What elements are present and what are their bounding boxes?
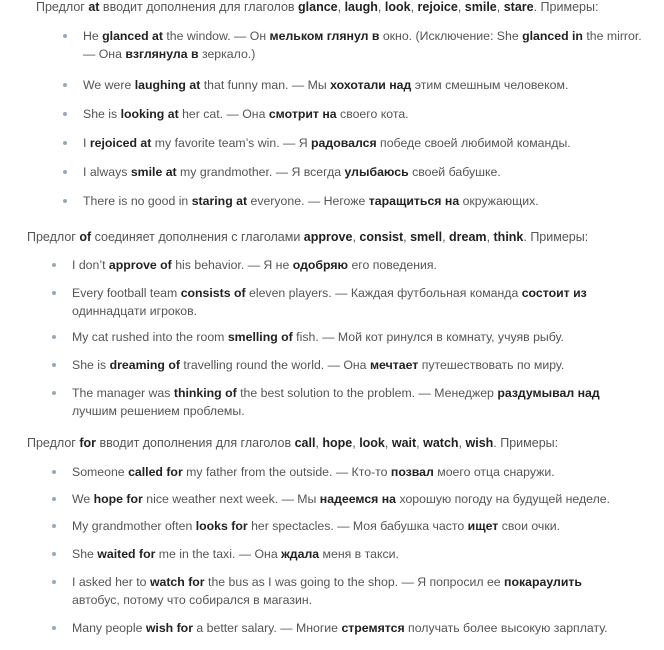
bullet-icon — [52, 552, 56, 556]
text-run: его поведения. — [348, 258, 437, 272]
bullet-icon — [52, 524, 56, 528]
bold-phrase: watch for — [149, 575, 205, 589]
item-text — [72, 258, 437, 272]
bold-phrase: of — [79, 230, 92, 244]
text-run: She — [72, 547, 98, 561]
bold-phrase: улыбаюсь — [344, 165, 409, 179]
text-run: I asked her to — [72, 575, 150, 589]
text-run: Предлог — [36, 0, 89, 14]
item-text — [72, 330, 564, 344]
bullet-icon — [63, 141, 67, 145]
text-run: She is — [72, 358, 110, 372]
text-run: travelling round the world. — Она — [179, 358, 370, 372]
text-run: . Примеры: — [493, 436, 559, 450]
list-item — [72, 490, 632, 508]
bold-phrase: hope — [322, 436, 353, 450]
bold-phrase: хохотали над — [330, 78, 412, 92]
bullet-icon — [52, 626, 56, 630]
text-run: , — [352, 230, 360, 244]
text-run: my father from the outside. — Кто-то — [182, 465, 391, 479]
bold-phrase: waited for — [97, 547, 156, 561]
list-item — [72, 545, 632, 563]
bold-phrase: thinking of — [173, 386, 237, 400]
list-item — [83, 27, 648, 63]
bullet-icon — [52, 291, 56, 295]
item-text — [72, 358, 564, 372]
item-text — [83, 78, 568, 92]
item-text — [72, 519, 560, 533]
text-run: his behavior. — Я не — [171, 258, 293, 272]
list-item — [72, 463, 632, 481]
text-run: the window. — Он — [162, 29, 270, 43]
bold-phrase: call — [294, 436, 316, 450]
bullet-icon — [63, 170, 67, 174]
bullet-icon — [63, 112, 67, 116]
text-run: , — [458, 436, 466, 450]
bold-phrase: hope for — [93, 492, 143, 506]
item-text — [72, 547, 399, 561]
bold-phrase: glance — [298, 0, 338, 14]
text-run: хорошую погоду на будущей неделе. — [396, 492, 611, 506]
item-text — [72, 386, 600, 418]
text-run: her cat. — Она — [178, 107, 269, 121]
bullet-icon — [63, 34, 67, 38]
bold-phrase: ищет — [467, 519, 499, 533]
text-run: , — [457, 0, 465, 14]
bold-phrase: stare — [503, 0, 534, 14]
bold-phrase: laugh — [344, 0, 378, 14]
bullet-icon — [52, 580, 56, 584]
item-text — [83, 107, 409, 121]
text-run: путешествовать по миру. — [418, 358, 565, 372]
list-item — [72, 328, 632, 346]
list-item — [83, 134, 648, 152]
text-run: We were — [83, 78, 135, 92]
text-run: окружающих. — [459, 194, 539, 208]
bold-phrase: approve — [303, 230, 353, 244]
bold-phrase: watch — [423, 436, 459, 450]
list-item — [72, 573, 632, 609]
text-run: Many people — [72, 621, 146, 635]
bullet-icon — [52, 263, 56, 267]
bold-phrase: think — [493, 230, 524, 244]
item-text — [83, 29, 642, 61]
text-run: вводит дополнения для глаголов — [96, 436, 295, 450]
bold-phrase: rejoiced at — [89, 136, 152, 150]
section-intro — [27, 229, 588, 245]
item-text — [72, 465, 555, 479]
text-run: меня в такси. — [319, 547, 399, 561]
bold-phrase: consist — [359, 230, 404, 244]
text-run: I don’t — [72, 258, 109, 272]
text-run: me in the taxi. — Она — [155, 547, 282, 561]
text-run: Предлог — [27, 436, 80, 450]
bold-phrase: looks for — [195, 519, 248, 533]
text-run: We — [72, 492, 94, 506]
list-item — [83, 76, 648, 94]
text-run: He — [83, 29, 103, 43]
text-run: Every football team — [72, 286, 181, 300]
item-text — [72, 575, 582, 607]
text-run: , — [410, 0, 418, 14]
text-run: that funny man. — Мы — [200, 78, 331, 92]
item-text — [83, 136, 571, 150]
text-run: зеркало.) — [198, 47, 256, 61]
bold-phrase: consists of — [180, 286, 246, 300]
section-intro — [27, 435, 558, 451]
bold-phrase: glanced in — [522, 29, 583, 43]
item-text — [72, 621, 608, 635]
text-run: , — [315, 436, 323, 450]
bullet-icon — [63, 199, 67, 203]
bullet-icon — [63, 83, 67, 87]
bold-phrase: approve of — [108, 258, 172, 272]
bold-phrase: стремятся — [341, 621, 405, 635]
bold-phrase: looking at — [120, 107, 179, 121]
text-run: There is no good in — [83, 194, 192, 208]
list-item — [72, 356, 632, 374]
text-run: соединяет дополнения с глаголами — [91, 230, 304, 244]
bullet-icon — [52, 470, 56, 474]
item-text — [83, 194, 539, 208]
bold-phrase: одобряю — [292, 258, 349, 272]
text-run: She is — [83, 107, 121, 121]
bold-phrase: look — [359, 436, 385, 450]
bold-phrase: smile — [464, 0, 497, 14]
bold-phrase: таращиться на — [368, 194, 460, 208]
bullet-icon — [52, 363, 56, 367]
bullet-icon — [52, 335, 56, 339]
text-run: My grandmother often — [72, 519, 196, 533]
bold-phrase: dreaming of — [109, 358, 180, 372]
text-run: , — [496, 0, 504, 14]
text-run: I always — [83, 165, 131, 179]
text-run: , — [416, 436, 424, 450]
bold-phrase: at — [88, 0, 100, 14]
bold-phrase: wait — [391, 436, 417, 450]
item-text — [83, 165, 501, 179]
bold-phrase: for — [79, 436, 96, 450]
text-run: the bus as I was going to the shop. — Я попросил ее — [204, 575, 505, 589]
text-run: my grandmother. — Я всегда — [176, 165, 345, 179]
text-run: , — [384, 436, 392, 450]
list-item — [72, 517, 632, 535]
text-run: этим смешным человеком. — [411, 78, 569, 92]
item-text — [72, 492, 610, 506]
text-run: , — [442, 230, 450, 244]
text-run: fish. — Мой кот ринулся в комнату, учуяв рыбу. — [292, 330, 564, 344]
bold-phrase: glanced at — [102, 29, 163, 43]
bold-phrase: smile at — [130, 165, 177, 179]
text-run: своей бабушке. — [408, 165, 501, 179]
text-run: автобус, потому что собирался в магазин. — [72, 593, 313, 607]
text-run: The manager was — [72, 386, 174, 400]
bullet-icon — [52, 391, 56, 395]
bold-phrase: состоит из — [521, 286, 587, 300]
text-run: Someone — [72, 465, 129, 479]
bold-phrase: раздумывал над — [497, 386, 600, 400]
text-run: the best solution to the problem. — Менеджер — [236, 386, 498, 400]
bold-phrase: laughing at — [134, 78, 201, 92]
list-item — [83, 105, 648, 123]
bold-phrase: покараулить — [504, 575, 582, 589]
text-run: , — [352, 436, 360, 450]
text-run: окно. (Исключение: She — [379, 29, 523, 43]
bold-phrase: wish — [465, 436, 494, 450]
bold-phrase: dream — [449, 230, 487, 244]
bold-phrase: взглянула в — [125, 47, 199, 61]
section-intro — [36, 0, 598, 15]
bold-phrase: радовался — [311, 136, 377, 150]
text-run: I — [83, 136, 90, 150]
bullet-icon — [52, 497, 56, 501]
text-run: лучшим решением проблемы. — [72, 404, 245, 418]
text-run: nice weather next week. — Мы — [142, 492, 320, 506]
bold-phrase: smell — [410, 230, 443, 244]
text-run: , — [377, 0, 385, 14]
text-run: . Примеры: — [533, 0, 599, 14]
bold-phrase: staring at — [191, 194, 248, 208]
text-run: Предлог — [27, 230, 80, 244]
text-run: a better salary. — Многие — [192, 621, 342, 635]
text-run: моего отца снаружи. — [433, 465, 555, 479]
bold-phrase: мечтает — [369, 358, 419, 372]
bold-phrase: called for — [128, 465, 183, 479]
item-text — [72, 286, 587, 318]
list-item — [72, 619, 632, 637]
list-item — [72, 256, 632, 274]
text-run: . Примеры: — [523, 230, 589, 244]
text-run: , — [337, 0, 345, 14]
text-run: my favorite team’s win. — Я — [151, 136, 312, 150]
text-run: everyone. — Негоже — [247, 194, 369, 208]
bold-phrase: позвал — [390, 465, 434, 479]
text-run: the mirror. — Она — [83, 29, 642, 61]
bold-phrase: look — [384, 0, 411, 14]
text-run: her spectacles. — Моя бабушка часто — [247, 519, 468, 533]
bold-phrase: мельком глянул в — [269, 29, 380, 43]
list-item — [83, 192, 648, 210]
bold-phrase: smelling of — [227, 330, 293, 344]
bold-phrase: rejoice — [417, 0, 458, 14]
text-run: свои очки. — [498, 519, 561, 533]
list-item — [72, 384, 632, 420]
list-item — [72, 284, 632, 320]
bold-phrase: смотрит на — [268, 107, 337, 121]
text-run: , — [486, 230, 494, 244]
bold-phrase: wish for — [145, 621, 193, 635]
bold-phrase: надеемся на — [319, 492, 397, 506]
list-item — [83, 163, 648, 181]
text-run: своего кота. — [336, 107, 409, 121]
text-run: получать более высокую зарплату. — [404, 621, 608, 635]
text-run: победе своей любимой команды. — [376, 136, 571, 150]
text-run: одиннадцати игроков. — [72, 304, 198, 318]
text-run: eleven players. — Каждая футбольная команда — [245, 286, 522, 300]
bold-phrase: ждала — [281, 547, 320, 561]
text-run: My cat rushed into the room — [72, 330, 228, 344]
text-run: вводит дополнения для глаголов — [99, 0, 299, 14]
text-run: , — [403, 230, 411, 244]
